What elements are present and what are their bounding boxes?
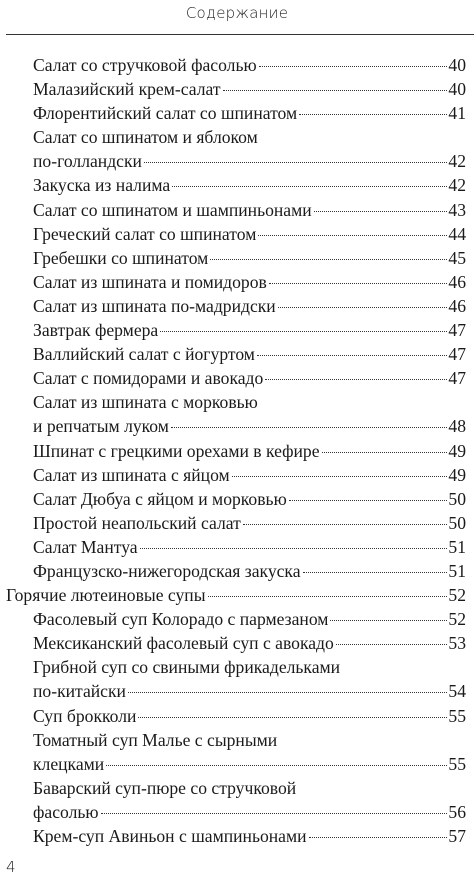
toc-entry	[0, 824, 474, 848]
toc-entry-page: 40	[448, 79, 466, 100]
toc-entry	[0, 294, 474, 318]
toc-entry	[0, 101, 474, 125]
toc-entry	[0, 535, 474, 559]
toc-entry	[0, 607, 474, 631]
toc-entry	[0, 270, 474, 294]
toc-entry	[0, 559, 474, 583]
toc-entry-title: Салат Дюбуа с яйцом и морковью	[33, 488, 287, 509]
dot-leader	[259, 66, 448, 67]
toc-entry	[0, 53, 474, 77]
toc-entry-title: Простой неапольский салат	[33, 512, 241, 533]
toc-entry-title: Салат из шпината с морковью	[33, 392, 258, 413]
dot-leader	[299, 114, 447, 115]
toc-entry-page: 57	[448, 826, 466, 846]
toc-entry	[0, 463, 474, 487]
dot-leader	[309, 837, 448, 838]
dot-leader	[160, 331, 447, 332]
dot-leader	[128, 692, 447, 693]
dot-leader	[208, 596, 448, 597]
toc-entry-title: Горячие лютеиновые супы	[6, 585, 206, 606]
toc-entry-title: Суп брокколи	[33, 705, 137, 726]
toc-entry-page: 48	[448, 416, 466, 437]
toc-entry-title: Салат из шпината и помидоров	[33, 271, 267, 292]
toc-entry-page: 52	[448, 585, 466, 606]
toc-entry	[0, 679, 474, 703]
header-title: Содержание	[185, 4, 289, 22]
toc-entry	[0, 728, 474, 752]
toc-entry-title: Французско-нижегородская закуска	[33, 560, 301, 581]
toc-entry	[0, 342, 474, 366]
dot-leader	[289, 500, 448, 501]
toc-entry-title: фасолью	[33, 801, 99, 822]
toc-entry-page: 46	[448, 295, 466, 316]
toc-entry-page: 40	[448, 55, 466, 75]
toc-entry-page: 51	[448, 560, 466, 581]
dot-leader	[269, 283, 448, 284]
toc-entry-page: 42	[448, 175, 466, 196]
toc-entry-title: по-китайски	[33, 681, 126, 702]
toc-entry-title: Фасолевый суп Колорадо с пармезаном	[33, 609, 329, 630]
toc-entry-title: Завтрак фермера	[33, 320, 159, 341]
table-of-contents	[0, 53, 474, 848]
toc-chapter	[0, 583, 474, 607]
toc-entry-page: 46	[448, 271, 466, 292]
dot-leader	[257, 355, 447, 356]
dot-leader	[322, 452, 448, 453]
toc-entry-page: 50	[448, 488, 466, 509]
toc-entry-page: 54	[448, 681, 466, 702]
dot-leader	[171, 427, 448, 428]
dot-leader	[232, 476, 448, 477]
toc-entry-title: Салат со шпинатом и яблоком	[33, 127, 258, 148]
toc-entry-title: Баварский суп-пюре со стручковой	[33, 777, 297, 798]
toc-entry	[0, 366, 474, 390]
toc-entry-title: Малазийский крем-салат	[33, 79, 221, 100]
dot-leader	[138, 717, 447, 718]
toc-entry-title: Салат со шпинатом и шампиньонами	[33, 199, 312, 220]
toc-entry	[0, 655, 474, 679]
toc-entry-title: по-голландски	[33, 151, 142, 172]
toc-entry-title: Флорентийский салат со шпинатом	[33, 103, 298, 124]
toc-entry	[0, 222, 474, 246]
toc-entry	[0, 776, 474, 800]
toc-entry-title: Мексиканский фасолевый суп с авокадо	[33, 633, 334, 654]
toc-entry	[0, 125, 474, 149]
toc-entry-page: 47	[448, 368, 466, 389]
toc-entry	[0, 752, 474, 776]
dot-leader	[210, 259, 447, 260]
toc-entry-page: 51	[448, 536, 466, 557]
toc-entry	[0, 318, 474, 342]
toc-entry-page: 55	[448, 705, 466, 726]
dot-leader	[101, 813, 448, 814]
toc-entry-page: 45	[448, 247, 466, 268]
toc-entry-page: 55	[448, 753, 466, 774]
toc-entry	[0, 414, 474, 438]
dot-leader	[140, 548, 448, 549]
toc-entry	[0, 487, 474, 511]
toc-entry-page: 52	[448, 609, 466, 630]
dot-leader	[223, 90, 448, 91]
toc-entry-title: Гребешки со шпинатом	[33, 247, 209, 268]
toc-entry-title: Салат Мантуа	[33, 536, 138, 557]
toc-entry	[0, 704, 474, 728]
toc-entry-title: Грибной суп со свиными фрикадельками	[33, 657, 341, 678]
dot-leader	[172, 186, 447, 187]
toc-entry-page: 44	[448, 223, 466, 244]
toc-entry-page: 49	[448, 440, 466, 461]
toc-entry	[0, 511, 474, 535]
toc-entry-page: 47	[448, 320, 466, 341]
toc-entry-title: Шпинат с грецкими орехами в кефире	[33, 440, 320, 461]
toc-entry	[0, 246, 474, 270]
toc-entry-title: Закуска из налима	[33, 175, 171, 196]
toc-entry-title: Салат с помидорами и авокадо	[33, 368, 264, 389]
toc-entry-page: 42	[448, 151, 466, 172]
toc-entry-page: 41	[448, 103, 466, 124]
dot-leader	[336, 644, 448, 645]
dot-leader	[106, 765, 447, 766]
toc-entry-title: Салат со стручковой фасолью	[33, 55, 257, 75]
toc-entry-page: 49	[448, 464, 466, 485]
toc-entry-title: Томатный суп Малье с сырными	[33, 729, 278, 750]
dot-leader	[278, 307, 448, 308]
toc-entry-title: Валлийский салат с йогуртом	[33, 344, 255, 365]
toc-entry-title: Салат из шпината по-мадридски	[33, 295, 276, 316]
toc-entry	[0, 198, 474, 222]
header-rule	[6, 34, 474, 35]
toc-entry	[0, 77, 474, 101]
page-number: 4	[6, 858, 16, 876]
dot-leader	[330, 620, 447, 621]
toc-entry-page: 50	[448, 512, 466, 533]
dot-leader	[265, 379, 447, 380]
running-header	[0, 0, 474, 38]
toc-entry	[0, 173, 474, 197]
toc-entry-title: клецками	[33, 753, 105, 774]
toc-entry-page: 47	[448, 344, 466, 365]
toc-entry-title: и репчатым луком	[33, 416, 169, 437]
toc-entry	[0, 439, 474, 463]
dot-leader	[258, 235, 447, 236]
toc-entry-page: 43	[448, 199, 466, 220]
toc-entry	[0, 631, 474, 655]
toc-entry	[0, 390, 474, 414]
toc-entry-title: Крем-суп Авиньон с шампиньонами	[33, 826, 307, 846]
toc-entry-title: Салат из шпината с яйцом	[33, 464, 230, 485]
dot-leader	[303, 572, 448, 573]
dot-leader	[314, 211, 448, 212]
toc-entry	[0, 149, 474, 173]
dot-leader	[243, 524, 448, 525]
toc-entry-page: 56	[448, 801, 466, 822]
toc-entry	[0, 800, 474, 824]
toc-entry-page: 53	[448, 633, 466, 654]
dot-leader	[144, 162, 447, 163]
toc-entry-title: Греческий салат со шпинатом	[33, 223, 257, 244]
